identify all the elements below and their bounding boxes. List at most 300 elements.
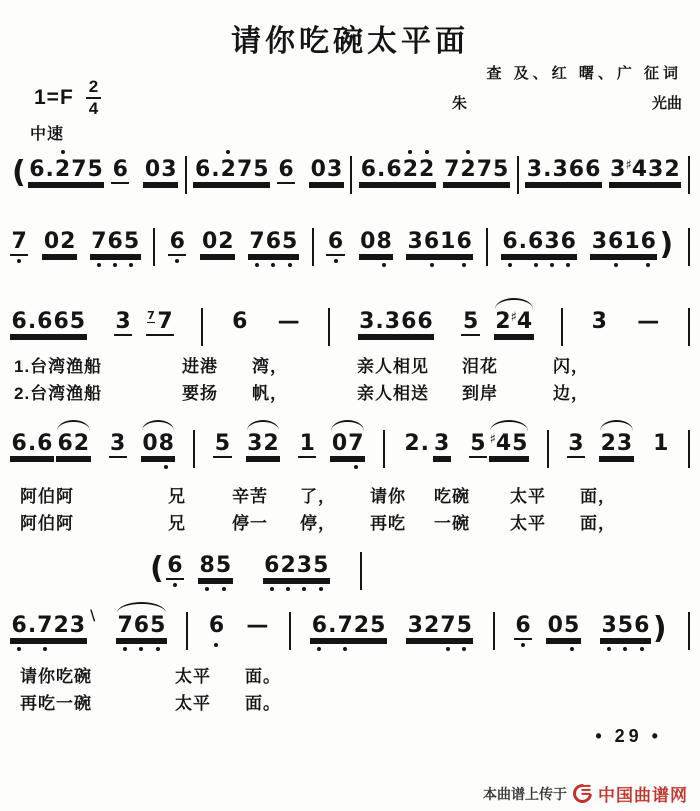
lyric-segment: 面。 <box>245 694 281 713</box>
lyric-segment: 亲人相见 <box>357 357 429 376</box>
note-seg <box>359 230 394 256</box>
note-seg <box>56 432 91 458</box>
time-signature <box>86 78 101 118</box>
note-char: \ <box>90 608 96 624</box>
music-line-6 <box>10 600 690 650</box>
lyric-segment: 请你吃碗 <box>20 667 92 686</box>
note-char: 5 <box>214 431 231 456</box>
note-char: 6 <box>232 309 248 334</box>
barline <box>383 430 385 468</box>
note-group <box>469 432 529 458</box>
note-seg <box>42 230 77 256</box>
barline <box>486 228 488 266</box>
octave-dot-below <box>139 647 143 651</box>
lyric-segment: 湾， <box>252 357 288 376</box>
note-char: 2 <box>460 158 476 182</box>
lyrics-line-verse1 <box>0 352 700 376</box>
lyricists-credit: 查 及、红 曙、广 征词 <box>486 65 682 82</box>
note-char: 5 <box>313 554 329 578</box>
octave-dot-above <box>226 150 230 154</box>
note-group <box>443 158 510 184</box>
grace-note: 7 <box>147 309 155 322</box>
note-char: 6 <box>417 309 433 334</box>
barline <box>193 430 195 468</box>
octave-dot-below <box>521 643 525 647</box>
note-char: 6 <box>585 157 601 182</box>
note-group <box>636 310 661 334</box>
note-seg <box>231 310 249 334</box>
lyric-segment: 进港 <box>182 357 218 376</box>
note-seg <box>489 432 529 458</box>
note-char: 0 <box>43 229 60 254</box>
note-char: — <box>246 613 269 638</box>
note-char: 3 <box>296 554 312 578</box>
note-group <box>277 158 344 184</box>
note-seg <box>514 614 532 640</box>
note-char: 5 <box>253 157 269 182</box>
note-char: 3 <box>110 431 126 456</box>
octave-dot-below <box>173 583 177 587</box>
barline <box>350 156 352 194</box>
note-char: 6 <box>37 431 53 456</box>
note-char: 6 <box>169 230 185 254</box>
note-group <box>406 614 473 640</box>
note-char: 6 <box>107 230 123 254</box>
barline <box>688 612 690 650</box>
note-seg <box>193 158 270 184</box>
note-char: 3 <box>526 157 543 182</box>
note-char: 6 <box>208 614 224 638</box>
note-seg <box>276 310 301 334</box>
note-group <box>111 158 178 184</box>
lyric-segment: 泪花 <box>462 357 498 376</box>
note-char: 5 <box>370 613 386 638</box>
slur-arc <box>331 420 364 431</box>
note-char: 6 <box>634 614 650 638</box>
music-line-4 <box>10 418 690 468</box>
lyric-segment: 吃碗 <box>434 487 470 506</box>
note-seg <box>116 614 167 640</box>
note-char: 6 <box>57 431 73 456</box>
music-line-2 <box>10 216 690 266</box>
note-char: 6 <box>423 230 439 254</box>
note-seg <box>114 310 132 336</box>
barline <box>517 156 519 194</box>
note-seg <box>10 310 87 336</box>
note-char: 2 <box>280 554 296 578</box>
note-seg <box>443 158 510 184</box>
octave-dot-below <box>288 263 292 267</box>
note-group <box>525 158 602 184</box>
barline <box>153 228 155 266</box>
note-char: 3 <box>434 431 450 456</box>
note-seg <box>277 158 295 184</box>
note-group <box>514 614 581 640</box>
note-group <box>359 158 436 184</box>
lyric-segment: 边， <box>553 384 589 403</box>
note-char: 6 <box>11 431 27 456</box>
lyrics-line-ending2 <box>0 689 700 713</box>
barline <box>688 228 690 266</box>
note-char: 6 <box>515 614 531 638</box>
note-char: 0 <box>331 431 348 456</box>
lyric-segment: 停一 <box>232 514 268 533</box>
note-seg <box>248 230 299 256</box>
octave-dot-below <box>17 647 21 651</box>
note-seg <box>263 554 330 580</box>
note-char: 6 <box>502 230 518 254</box>
note-char: . <box>27 431 37 456</box>
lyric-segment: 兄 <box>168 514 186 533</box>
barline <box>360 552 362 590</box>
note-char: 2 <box>495 309 511 334</box>
note-char: 5 <box>493 157 509 182</box>
octave-dot-below <box>319 587 323 591</box>
note-char: 4 <box>631 157 648 182</box>
note-seg <box>309 158 344 184</box>
lyrics-line-ending1 <box>0 662 700 686</box>
note-seg <box>200 230 235 256</box>
note-seg <box>310 614 387 640</box>
barline <box>328 308 330 346</box>
note-char: . <box>27 309 37 334</box>
note-group <box>310 614 387 640</box>
note-char: 3 <box>161 157 177 182</box>
note-char: 5 <box>123 230 139 254</box>
note-seg <box>109 432 127 458</box>
octave-dot-below <box>382 263 386 267</box>
note-char: 3 <box>407 613 423 638</box>
note-char: 0 <box>201 229 218 254</box>
note-seg <box>10 230 28 256</box>
slur-arc <box>600 420 633 431</box>
octave-dot-above <box>466 150 470 154</box>
note-char: 6 <box>560 230 576 254</box>
note-char: 7 <box>91 230 107 254</box>
note-char: 2 <box>53 613 69 638</box>
sharp-icon: ♯ <box>510 310 517 325</box>
note-char: 3 <box>407 229 423 254</box>
note-seg <box>146 310 174 336</box>
note-seg <box>501 230 578 256</box>
note-char: 3 <box>591 309 607 334</box>
barline <box>312 228 314 266</box>
note-char: 2 <box>73 431 90 456</box>
note-seg <box>10 432 54 458</box>
note-char: 6 <box>401 309 417 334</box>
note-char: 4 <box>495 431 512 456</box>
key-text: 1=F <box>34 85 74 109</box>
octave-dot-above <box>425 150 429 154</box>
note-seg <box>636 310 661 334</box>
barline <box>289 612 291 650</box>
note-seg <box>469 432 487 458</box>
octave-dot-below <box>286 587 290 591</box>
octave-dot-below <box>343 647 347 651</box>
note-group <box>652 432 670 456</box>
note-group <box>231 310 249 334</box>
octave-dot-below <box>214 643 218 647</box>
octave-dot-below <box>156 647 160 651</box>
close-paren: ) <box>659 227 674 262</box>
note-char: 2 <box>218 229 234 254</box>
octave-dot-below <box>175 259 179 263</box>
octave-dot-below <box>271 263 275 267</box>
note-char: 2 <box>402 158 418 182</box>
note-char: 8 <box>376 230 392 254</box>
lyric-segment: 再吃 <box>370 514 406 533</box>
music-line-1 <box>10 144 690 194</box>
note-char: 6 <box>528 230 544 254</box>
note-char: 6 <box>568 157 585 182</box>
note-char: 1 <box>624 229 640 254</box>
note-group <box>10 432 91 458</box>
lyric-segment: 帆， <box>252 384 288 403</box>
note-seg <box>298 432 316 458</box>
octave-dot-below <box>623 647 627 651</box>
note-seg <box>166 554 184 580</box>
note-char: 3 <box>326 157 343 182</box>
octave-dot-below <box>255 263 259 267</box>
lyric-segment: 太平 <box>175 667 211 686</box>
note-seg <box>141 432 176 458</box>
lyric-segment: 面， <box>580 487 616 506</box>
octave-dot-below <box>566 263 570 267</box>
note-seg <box>245 614 270 638</box>
note-seg <box>600 614 651 640</box>
lyric-segment: 太平 <box>510 487 546 506</box>
slur-arc <box>117 602 166 613</box>
lyric-segment: 阿伯阿 <box>20 514 74 533</box>
note-group <box>609 158 682 184</box>
note-char: 6 <box>112 157 128 182</box>
lyric-segment: 了， <box>300 487 336 506</box>
note-seg <box>246 432 281 458</box>
octave-dot-below <box>607 647 611 651</box>
note-char: 7 <box>37 614 53 638</box>
note-group <box>298 432 365 458</box>
note-char: . <box>377 157 386 182</box>
lyric-segment: 要扬 <box>182 384 218 403</box>
note-char: 1 <box>653 431 669 456</box>
note-group <box>358 310 435 336</box>
lyric-segment: 2.台湾渔船 <box>14 384 103 403</box>
note-char: 5 <box>215 554 231 578</box>
note-char: 6 <box>386 157 402 182</box>
note-char: 2 <box>404 431 420 456</box>
octave-dot-below <box>302 587 306 591</box>
barline <box>547 430 549 468</box>
note-char: 2 <box>54 158 70 182</box>
note-char: 5 <box>563 614 579 638</box>
octave-dot-below <box>17 259 21 263</box>
note-char: 5 <box>470 431 486 456</box>
note-seg <box>326 230 344 256</box>
lyric-segment: 一碗 <box>434 514 470 533</box>
open-paren: ( <box>150 551 164 586</box>
note-char: 7 <box>476 157 492 182</box>
note-seg <box>359 158 436 184</box>
note-char: 7 <box>117 614 133 638</box>
lyric-segment: 闪， <box>553 357 589 376</box>
composer-credit <box>444 92 682 113</box>
octave-dot-below <box>446 647 450 651</box>
composer-surname: 朱 <box>452 95 468 112</box>
note-char: . <box>211 157 220 182</box>
note-char: 5 <box>512 431 528 456</box>
octave-dot-below <box>570 647 574 651</box>
note-char: 7 <box>71 157 87 182</box>
note-group <box>406 230 473 256</box>
note-seg <box>546 614 581 640</box>
note-char: . <box>420 431 430 456</box>
note-group <box>263 554 330 580</box>
octave-dot-below <box>462 263 466 267</box>
note-char: 3 <box>384 309 401 334</box>
note-char: 6 <box>278 157 294 182</box>
barline <box>201 308 203 346</box>
note-seg <box>494 310 534 336</box>
note-char: 5 <box>456 614 472 638</box>
note-seg <box>406 230 473 256</box>
note-char: 6 <box>311 614 327 638</box>
lyric-segment: 阿伯阿 <box>20 487 74 506</box>
composer-given-name: 光曲 <box>651 95 682 112</box>
octave-dot-below <box>129 263 133 267</box>
note-char: 0 <box>360 229 376 254</box>
note-group <box>213 432 280 458</box>
octave-dot-below <box>334 259 338 263</box>
credits <box>444 62 682 113</box>
note-seg <box>567 432 585 458</box>
note-char: 2 <box>423 613 440 638</box>
close-paren: ) <box>652 611 667 646</box>
note-char: 3 <box>601 614 617 638</box>
note-char: 3 <box>69 613 86 638</box>
note-char: 6 <box>167 554 183 578</box>
octave-dot-below <box>646 263 650 267</box>
note-group <box>148 551 233 586</box>
octave-dot-below <box>508 263 512 267</box>
note-char: 6 <box>194 157 211 182</box>
note-char: 6 <box>265 230 281 254</box>
note-group <box>207 614 225 638</box>
note-char: 8 <box>158 432 174 456</box>
octave-dot-below <box>164 465 168 469</box>
note-seg <box>90 230 141 256</box>
note-group <box>10 310 87 336</box>
octave-dot-below <box>205 587 209 591</box>
site-name: 中国曲谱网 <box>598 786 688 805</box>
barline <box>561 308 563 346</box>
music-line-3 <box>10 296 690 346</box>
note-seg <box>403 432 431 456</box>
note-char: 6 <box>456 230 472 254</box>
note-char: . <box>375 309 384 334</box>
note-group <box>590 227 675 262</box>
page-number: • 29 • <box>595 726 662 746</box>
barline <box>493 612 495 650</box>
note-char: 6 <box>360 157 377 182</box>
note-group <box>90 230 141 256</box>
lyric-segment: 兄 <box>168 487 186 506</box>
note-group <box>193 158 270 184</box>
note-char: 6 <box>29 157 45 182</box>
lyric-segment: 1.台湾渔船 <box>14 357 103 376</box>
note-seg <box>330 432 365 458</box>
note-group <box>600 611 669 646</box>
tempo-marking: 中速 <box>30 126 65 143</box>
lyric-segment: 请你 <box>370 487 406 506</box>
octave-dot-below <box>97 263 101 267</box>
note-seg <box>525 158 602 184</box>
note-seg <box>599 432 634 458</box>
note-char: 2 <box>600 431 616 456</box>
time-signature-denominator: 4 <box>88 98 99 118</box>
lyric-segment: 太平 <box>510 514 546 533</box>
page-title: 请你吃碗太平面 <box>231 25 469 58</box>
note-char: 3 <box>591 229 608 254</box>
note-group <box>248 230 299 256</box>
lyrics-line-verse1-cont <box>0 482 700 506</box>
note-char: 6 <box>11 614 27 638</box>
lyric-segment: 面。 <box>245 667 281 686</box>
lyric-segment: 到岸 <box>462 384 498 403</box>
note-char: 7 <box>348 432 364 456</box>
note-char: . <box>45 157 54 182</box>
octave-dot-below <box>222 587 226 591</box>
slur-arc <box>247 420 280 431</box>
note-char: 3 <box>115 309 131 334</box>
octave-dot-above <box>408 150 412 154</box>
note-char: . <box>328 613 337 638</box>
note-char: 1 <box>299 431 315 456</box>
sharp-icon: ♯ <box>489 432 496 447</box>
note-char: 5 <box>87 157 103 182</box>
slide-mark <box>89 609 97 624</box>
octave-dot-below <box>550 263 554 267</box>
note-char: 6 <box>11 309 27 334</box>
note-char: 7 <box>337 614 353 638</box>
octave-dot-above <box>61 150 65 154</box>
note-seg <box>10 614 87 640</box>
note-char: 2 <box>263 431 279 456</box>
note-seg <box>652 432 670 456</box>
note-group <box>590 310 608 334</box>
note-group <box>245 614 270 638</box>
note-seg <box>358 310 435 336</box>
slur-arc <box>57 420 90 431</box>
note-char: . <box>543 157 552 182</box>
note-char: 7 <box>444 157 460 182</box>
note-char: 6 <box>53 309 69 334</box>
note-seg <box>28 158 105 184</box>
note-group <box>501 230 578 256</box>
note-char: 7 <box>249 230 265 254</box>
music-line-5-interlude <box>148 540 408 590</box>
slur-arc <box>495 298 533 309</box>
octave-dot-below <box>462 647 466 651</box>
note-char: 3 <box>648 157 664 182</box>
note-char: 7 <box>236 157 253 182</box>
lyric-segment: 停， <box>300 514 336 533</box>
note-char: 7 <box>157 309 173 334</box>
octave-dot-below <box>317 647 321 651</box>
note-char: 5 <box>617 614 633 638</box>
time-signature-numerator: 2 <box>86 78 101 99</box>
note-char: 6 <box>327 230 343 254</box>
note-char: 3 <box>568 431 584 456</box>
